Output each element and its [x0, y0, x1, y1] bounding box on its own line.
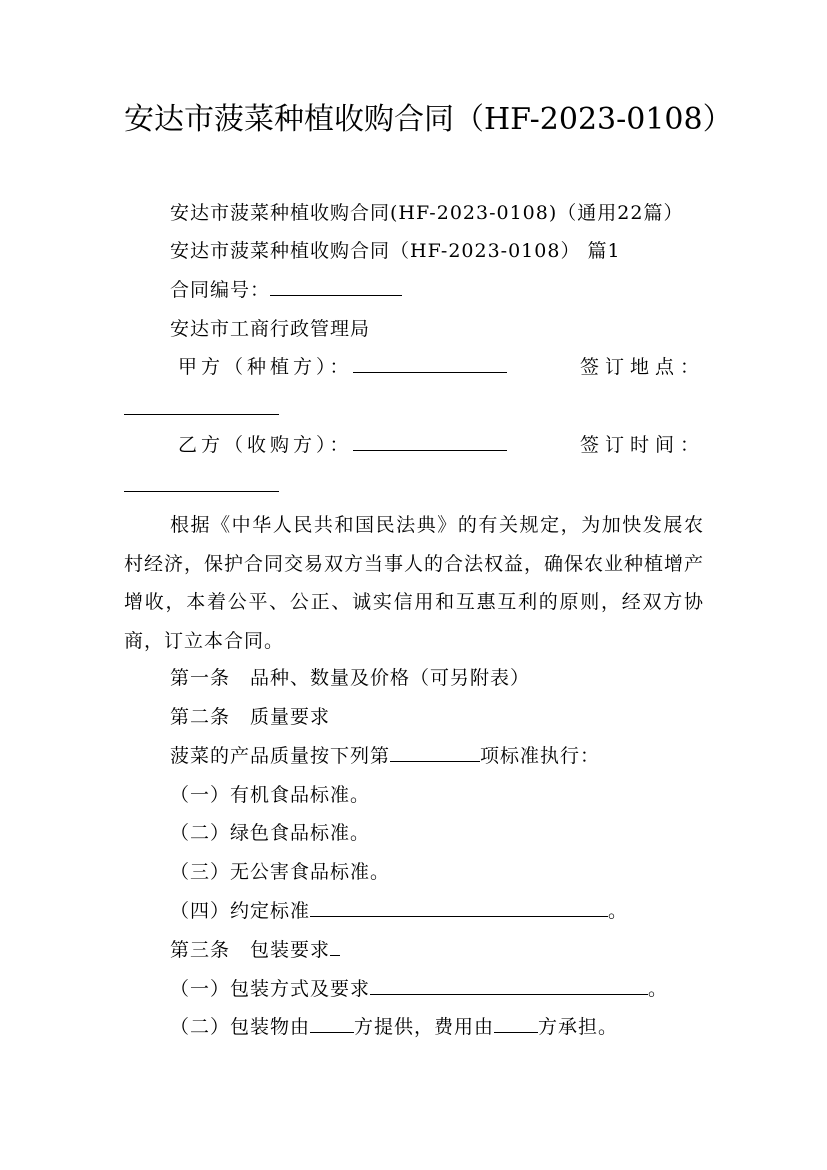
- preamble-paragraph: 根据《中华人民共和国民法典》的有关规定，为加快发展农村经济，保护合同交易双方当事人的合法权益，确保农业种植增产增收，本着公平、公正、诚实信用和互惠互利的原则，经双方协商，订立本合同。: [124, 514, 705, 652]
- quality-option-4-row: [170, 898, 628, 924]
- authority-line: 安达市工商行政管理局: [170, 318, 371, 340]
- chapter-heading: 安达市菠菜种植收购合同（HF-2023-0108） 篇1: [170, 240, 621, 262]
- agreed-standard-blank: [310, 898, 608, 917]
- packaging-cost-blank: [494, 1014, 538, 1033]
- party-a-blank: [353, 354, 507, 373]
- article-1-heading: 第一条 品种、数量及价格（可另附表）: [170, 667, 531, 689]
- contract-number-row: [170, 277, 402, 303]
- packaging-provider-b: 方提供，费用由: [354, 1016, 495, 1038]
- quality-prefix: 菠菜的产品质量按下列第: [170, 745, 391, 767]
- party-b-label: 乙方（收购方）：: [178, 434, 353, 456]
- party-b-row: [178, 432, 507, 458]
- party-a-row: [178, 354, 507, 380]
- article-2-heading: 第二条 质量要求: [170, 706, 331, 728]
- quality-option-4-suffix: 。: [608, 900, 629, 922]
- quality-item-blank: [390, 743, 480, 762]
- sign-time-label: 签订时间：: [580, 434, 706, 456]
- packaging-provider-blank: [310, 1014, 354, 1033]
- quality-option-3: （三）无公害食品标准。: [170, 861, 391, 883]
- article-3-row: [170, 937, 340, 963]
- party-a-label: 甲方（种植方）：: [178, 356, 353, 378]
- packaging-provider-row: [170, 1014, 618, 1040]
- article-3-trailing-blank: [330, 937, 340, 956]
- contract-number-blank: [270, 277, 402, 296]
- article-3-heading: 第三条 包装要求: [170, 939, 331, 961]
- sign-place-blank: [124, 413, 279, 415]
- party-b-blank: [353, 432, 507, 451]
- packaging-method-suffix: 。: [648, 978, 669, 1000]
- packaging-provider-c: 方承担。: [538, 1016, 619, 1038]
- subtitle-line: 安达市菠菜种植收购合同(HF-2023-0108)（通用22篇）: [170, 202, 684, 224]
- quality-suffix: 项标准执行：: [480, 745, 601, 767]
- quality-option-2: （二）绿色食品标准。: [170, 822, 371, 844]
- packaging-provider-a: （二）包装物由: [170, 1016, 311, 1038]
- quality-standard-row: [170, 743, 600, 769]
- packaging-method-blank: [370, 976, 648, 995]
- packaging-method-row: [170, 976, 668, 1002]
- sign-time-blank: [124, 490, 279, 492]
- contract-number-label: 合同编号：: [170, 279, 271, 301]
- quality-option-1: （一）有机食品标准。: [170, 784, 371, 806]
- sign-place-label: 签订地点：: [580, 356, 706, 378]
- packaging-method-prefix: （一）包装方式及要求: [170, 978, 371, 1000]
- quality-option-4-prefix: （四）约定标准: [170, 900, 311, 922]
- document-title: 安达市菠菜种植收购合同（HF-2023-0108）: [124, 102, 733, 137]
